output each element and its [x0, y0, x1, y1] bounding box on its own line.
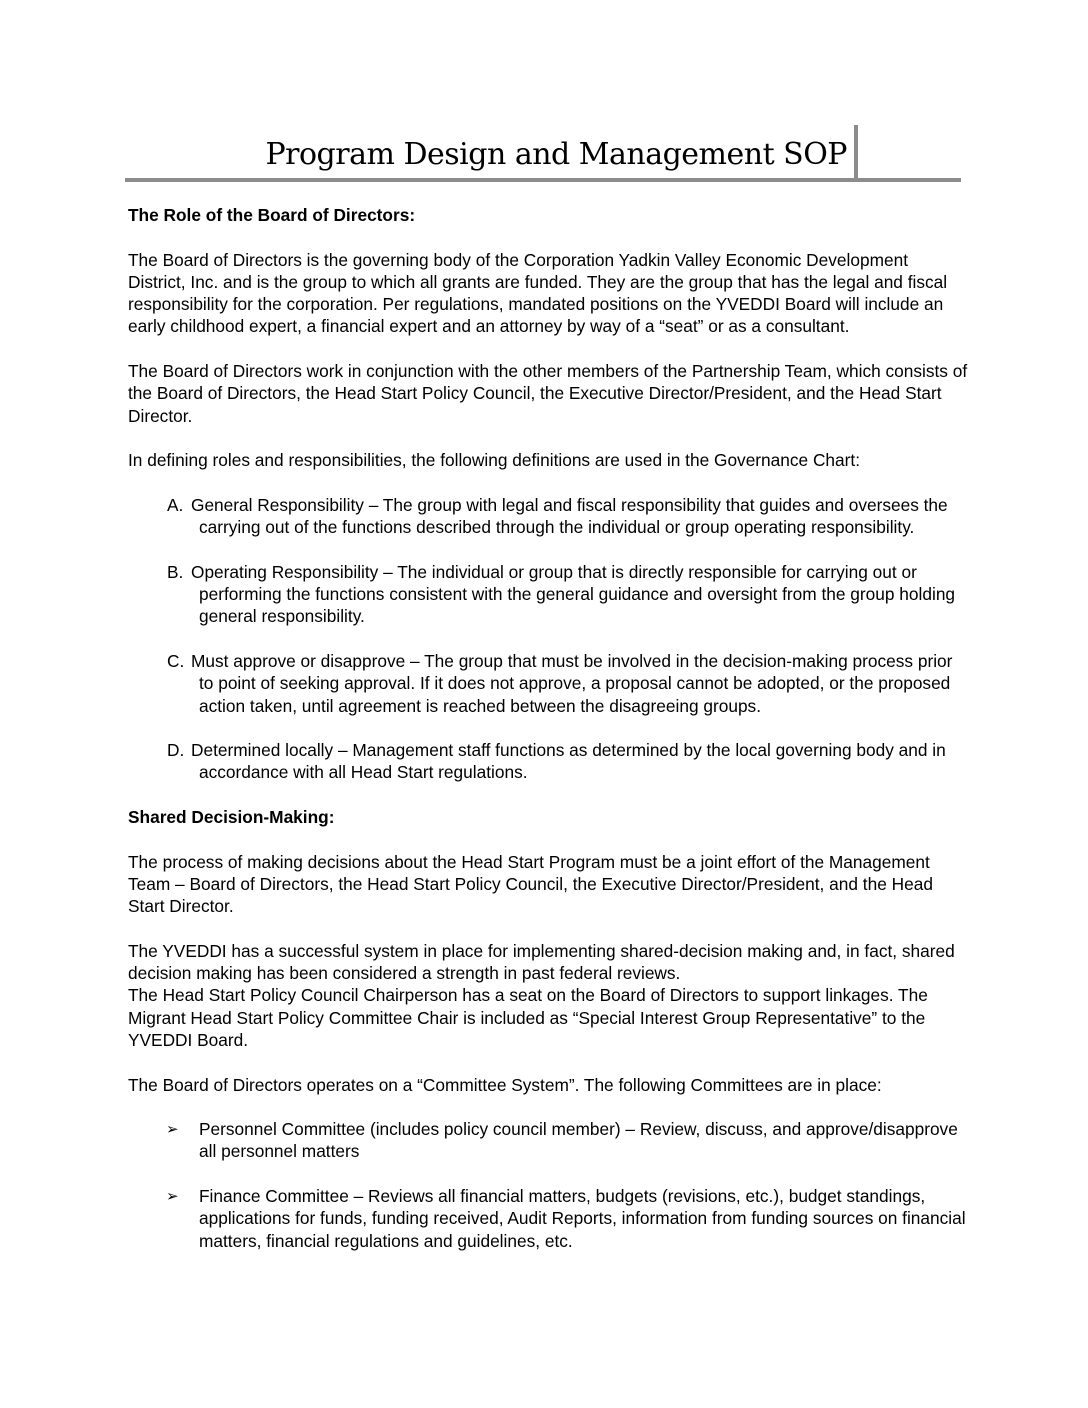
paragraph-board-governing-body: The Board of Directors is the governing body of the Corporation Yadkin Valley Economic Development District, Inc. and is the group to which all grants are funded. They are the group that has the legal and fiscal responsibility for the corporation. Per regulations, mandated positions on the YVEDDI Board will include an early childhood expert, a financial expert and an attorney by way of a “seat” or as a consultant.	[128, 249, 948, 337]
definitions-list	[128, 494, 968, 784]
definition-marker: A.	[167, 494, 184, 515]
definition-item	[128, 561, 968, 628]
definition-marker: D.	[167, 740, 185, 761]
definition-marker: B.	[167, 561, 184, 582]
definition-item	[128, 494, 968, 539]
header-horizontal-rule	[125, 178, 961, 182]
paragraph-joint-effort: The process of making decisions about the Head Start Program must be a joint effort of the Management Team – Board of Directors, the Head Start Policy Council, the Executive Director/President, and the Head Start Director.	[128, 851, 933, 917]
definition-text: Operating Responsibility – The individual or group that is directly responsible for carrying out or performing the functions consistent with the general guidance and oversight from the group holding general responsibility.	[191, 561, 956, 627]
section-heading-shared-decision: Shared Decision-Making:	[128, 807, 335, 828]
page-title: Program Design and Management SOP	[265, 137, 847, 172]
committees-list	[128, 1118, 968, 1252]
committee-text: Finance Committee – Reviews all financial matters, budgets (revisions, etc.), budget standings, applications for funds, funding received, Audit Reports, information from funding sources on financial matters, financial regulations and guidelines, etc.	[199, 1186, 966, 1251]
committee-item	[128, 1185, 968, 1252]
paragraph-policy-council-seat: The Head Start Policy Council Chairperson has a seat on the Board of Directors to support linkages. The Migrant Head Start Policy Committee Chair is included as “Special Interest Group Representative” to the YVEDDI Board.	[128, 985, 928, 1050]
arrow-bullet-icon: ➢	[166, 1187, 179, 1206]
arrow-bullet-icon: ➢	[166, 1120, 179, 1139]
definition-item	[128, 739, 968, 784]
committee-item	[128, 1118, 968, 1163]
paragraph-successful-system: The YVEDDI has a successful system in place for implementing shared-decision making and, in fact, shared decision making has been considered a strength in past federal reviews.	[128, 940, 955, 984]
paragraph-committee-system: The Board of Directors operates on a “Committee System”. The following Committees are in place:	[128, 1074, 882, 1095]
header-vertical-rule	[854, 125, 858, 179]
definition-text: Determined locally – Management staff functions as determined by the local governing body and in accordance with all Head Start regulations.	[191, 740, 946, 783]
definition-text: General Responsibility – The group with legal and fiscal responsibility that guides and oversees the carrying out of the functions described through the individual or group operating responsibility.	[191, 494, 948, 538]
definition-text: Must approve or disapprove – The group that must be involved in the decision-making process prior to point of seeking approval. If it does not approve, a proposal cannot be adopted, or the proposed action taken, until agreement is reached between the disagreeing groups.	[191, 650, 953, 716]
paragraph-definitions-intro: In defining roles and responsibilities, the following definitions are used in the Governance Chart:	[128, 450, 861, 471]
paragraph-partnership-team: The Board of Directors work in conjunction with the other members of the Partnership Team, which consists of the Board of Directors, the Head Start Policy Council, the Executive Director/President, and the Head Start Director.	[128, 361, 968, 426]
section-heading-board-role: The Role of the Board of Directors:	[128, 205, 416, 225]
definition-marker: C.	[167, 650, 185, 671]
page-header	[125, 125, 961, 183]
document-body	[128, 204, 968, 1274]
definition-item	[128, 650, 968, 717]
committee-text: Personnel Committee (includes policy council member) – Review, discuss, and approve/disapprove all personnel matters	[199, 1119, 958, 1162]
